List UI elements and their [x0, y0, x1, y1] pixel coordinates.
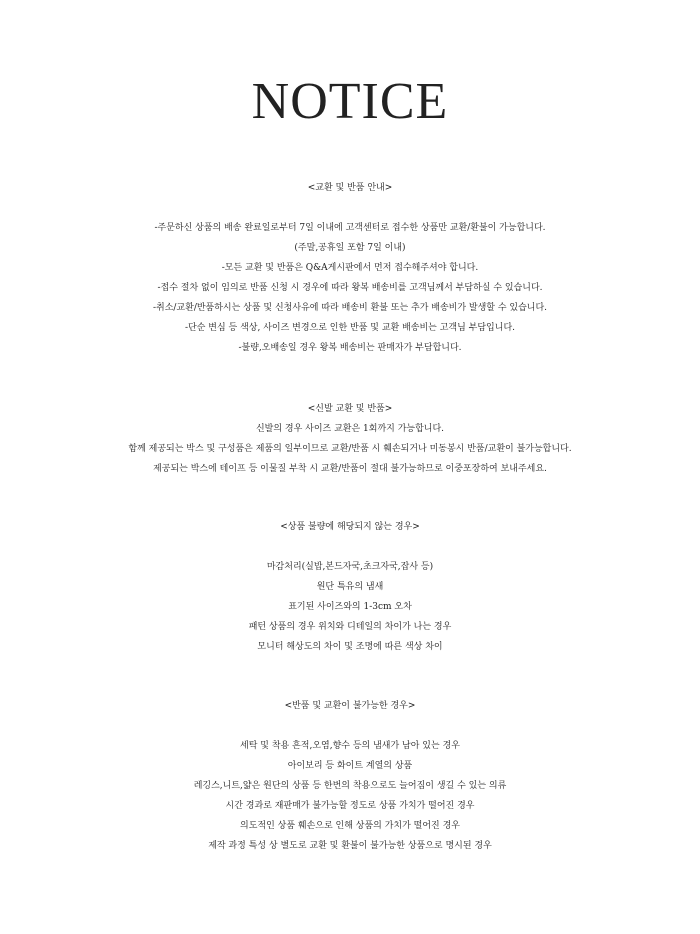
notice-line: -모든 교환 및 반품은 Q&A게시판에서 먼저 접수해주셔야 합니다.	[221, 263, 479, 273]
notice-line: 패턴 상품의 경우 위치와 디테일의 차이가 나는 경우	[248, 622, 452, 632]
section-exchange-return-guide	[0, 178, 700, 358]
notice-line: -주문하신 상품의 배송 완료일로부터 7일 이내에 고객센터로 접수한 상품만 교환/환불이 가능합니다.	[154, 223, 546, 233]
section-shoes-exchange-return	[0, 399, 700, 479]
notice-line: 원단 특유의 냄새	[316, 582, 384, 592]
notice-line: 마감처리(실밥,본드자국,초크자국,잡사 등)	[266, 562, 434, 572]
page-title: NOTICE	[251, 73, 449, 130]
notice-line: -단순 변심 등 색상, 사이즈 변경으로 인한 반품 및 교환 배송비는 고객님 부담입니다.	[185, 323, 515, 333]
section-heading: <교환 및 반품 안내>	[307, 183, 393, 193]
notice-line: -불량,오배송일 경우 왕복 배송비는 판매자가 부담합니다.	[238, 343, 462, 353]
section-heading: <신발 교환 및 반품>	[307, 404, 393, 414]
notice-line: 의도적인 상품 훼손으로 인해 상품의 가치가 떨어진 경우	[240, 821, 460, 831]
notice-line: 아이보리 등 화이트 계열의 상품	[287, 761, 413, 771]
notice-line: -취소/교환/반품하시는 상품 및 신청사유에 따라 배송비 환불 또는 추가 배송비가 발생할 수 있습니다.	[152, 303, 548, 313]
notice-line: 모니터 해상도의 차이 및 조명에 따른 색상 차이	[257, 642, 443, 652]
notice-line: 제작 과정 특성 상 별도로 교환 및 환불이 불가능한 상품으로 명시된 경우	[208, 841, 492, 851]
notice-line: 레깅스,니트,얇은 원단의 상품 등 한번의 착용으로도 늘어짐이 생길 수 있는 의류	[193, 781, 507, 791]
notice-line: 함께 제공되는 박스 및 구성품은 제품의 일부이므로 교환/반품 시 훼손되거나 미동봉시 반품/교환이 불가능합니다.	[128, 444, 572, 454]
notice-line: 신발의 경우 사이즈 교환은 1회까지 가능합니다.	[255, 424, 445, 434]
notice-line: (주말,공휴일 포함 7일 이내)	[294, 243, 406, 253]
notice-line: 세탁 및 착용 흔적,오염,향수 등의 냄새가 남아 있는 경우	[240, 741, 460, 751]
notice-line: 표기된 사이즈와의 1-3cm 오차	[288, 602, 412, 612]
notice-line: 시간 경과로 재판매가 불가능할 정도로 상품 가치가 떨어진 경우	[225, 801, 475, 811]
notice-line: -접수 절차 없이 임의로 반품 신청 시 경우에 따라 왕복 배송비를 고객님께서 부담하실 수 있습니다.	[157, 283, 543, 293]
section-heading: <상품 불량에 해당되지 않는 경우>	[280, 522, 420, 532]
section-heading: <반품 및 교환이 불가능한 경우>	[284, 701, 416, 711]
section-not-returnable	[0, 696, 700, 856]
section-not-defective	[0, 517, 700, 657]
notice-line: 제공되는 박스에 테이프 등 이물질 부착 시 교환/반품이 절대 불가능하므로 이중포장하여 보내주세요.	[153, 464, 547, 474]
